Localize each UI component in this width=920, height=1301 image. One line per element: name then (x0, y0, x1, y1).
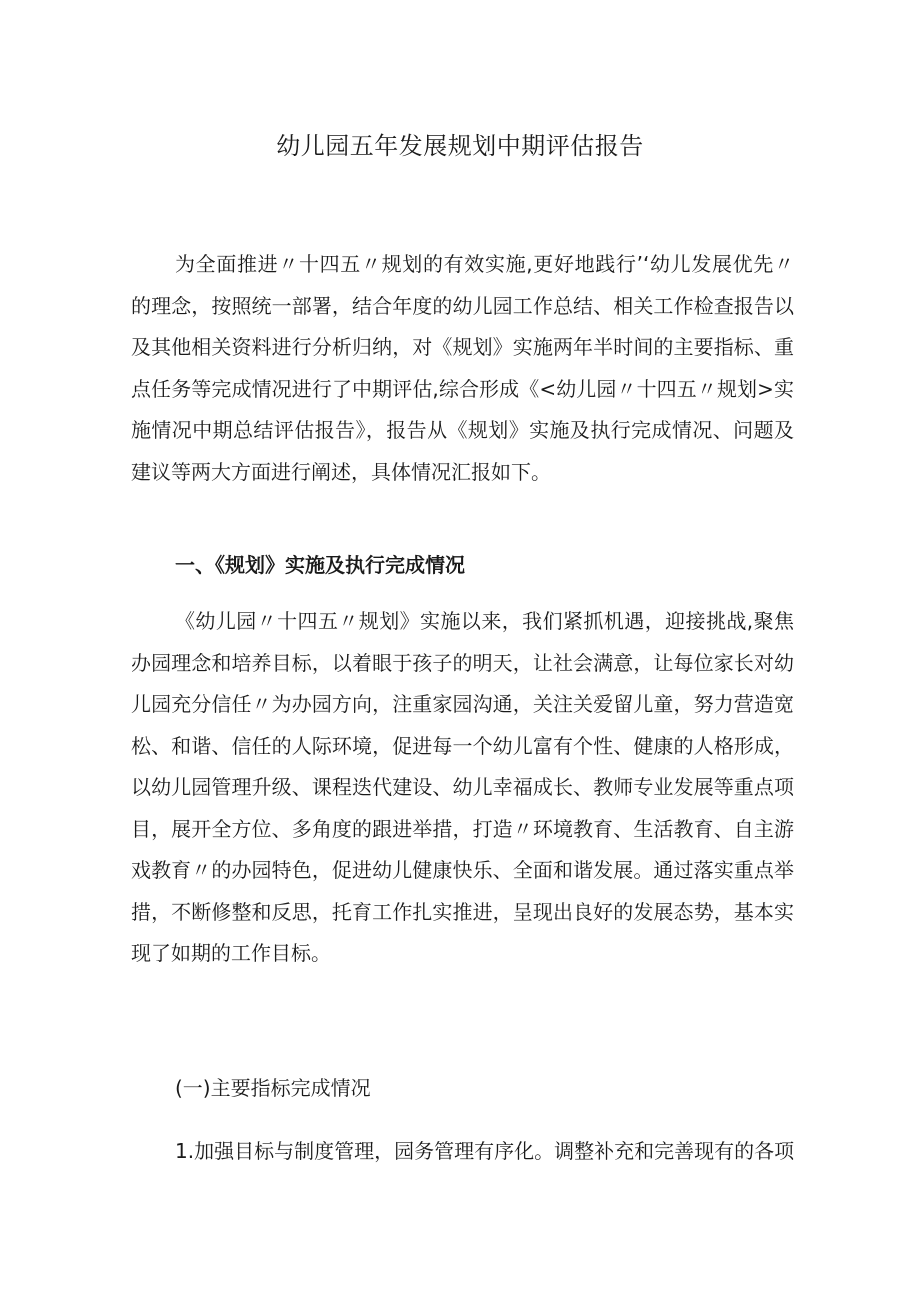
intro-paragraph (131, 244, 794, 493)
paragraph-line: 措，不断修整和反思，托育工作扎实推进，呈现出良好的发展态势，基本实 (131, 899, 794, 924)
subsection-paragraph (131, 1131, 794, 1173)
paragraph-line: 点任务等完成情况进行了中期评估,综合形成《<幼儿园〃十四五〃规划>实 (131, 376, 794, 401)
paragraph-line: 目，展开全方位、多角度的跟进举措，打造〃环境教育、生活教育、自主游 (131, 816, 794, 841)
paragraph-line: 以幼儿园管理升级、课程迭代建设、幼儿幸福成长、教师专业发展等重点项 (131, 775, 794, 799)
paragraph-line: 现了如期的工作目标。 (131, 941, 331, 965)
paragraph-line: 办园理念和培养目标，以着眼于孩子的明天，让社会满意，让每位家长对幼 (131, 650, 794, 675)
paragraph-line: 《幼儿园〃十四五〃规划》实施以来，我们紧抓机遇，迎接挑战,聚焦 (175, 609, 794, 633)
paragraph-line: 松、和谐、信任的人际环境，促进每一个幼儿富有个性、健康的人格形成， (131, 733, 794, 758)
paragraph-line: 儿园充分信任〃为办园方向，注重家园沟通，关注关爱留儿童，努力营造宽 (131, 692, 794, 716)
subsection-heading: (一)主要指标完成情况 (175, 1076, 371, 1100)
paragraph-line: 建议等两大方面进行阐述，具体情况汇报如下。 (131, 459, 551, 484)
paragraph-line: 的理念，按照统一部署，结合年度的幼儿园工作总结、相关工作检查报告以 (131, 293, 794, 318)
paragraph-line: 1.加强目标与制度管理，园务管理有序化。调整补充和完善现有的各项 (175, 1139, 795, 1163)
paragraph-line: 为全面推进〃十四五〃规划的有效实施,更好地践行’‘幼儿发展优先〃 (175, 252, 794, 276)
paragraph-line: 施情况中期总结评估报告》，报告从《规划》实施及执行完成情况、问题及 (131, 418, 794, 442)
document-title: 幼儿园五年发展规划中期评估报告 (276, 132, 644, 160)
section-heading: 一、《规划》实施及执行完成情况 (175, 553, 465, 577)
section-paragraph (131, 601, 794, 975)
paragraph-line: 戏教育〃的办园特色，促进幼儿健康快乐、全面和谐发展。通过落实重点举 (131, 858, 794, 882)
paragraph-line: 及其他相关资料进行分析归纳，对《规划》实施两年半时间的主要指标、重 (131, 335, 794, 359)
